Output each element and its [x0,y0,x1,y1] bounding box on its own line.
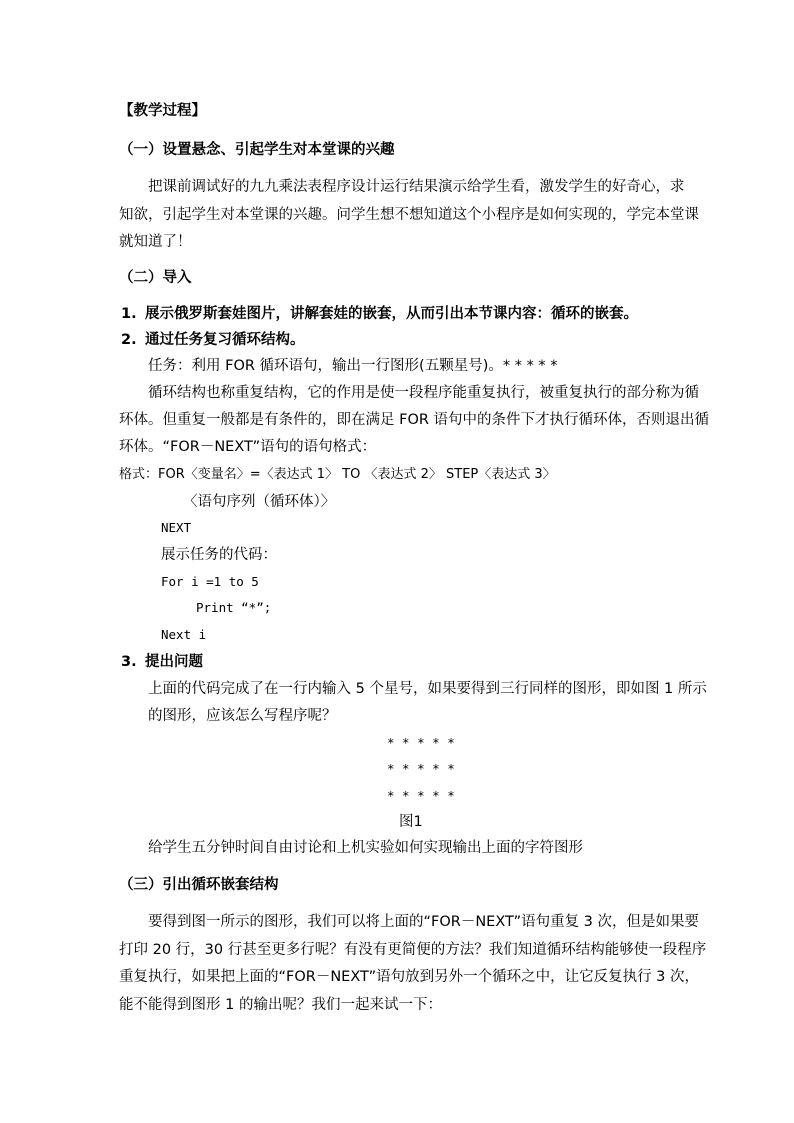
list-item-number: 3. [121,654,137,670]
section1-para-line3: 就知道了！ [119,234,192,250]
section3-para-line2: 打印 20 行，30 行甚至更多行呢？有没有更简便的方法？我们知道循环结构能够使一段程序 [119,942,707,958]
list-item-number: 2. [121,332,137,348]
figure-row-3: * * * * * [387,788,455,803]
show-code-label: 展示任务的代码： [161,547,277,563]
code-line-3: Next i [161,627,207,642]
code-line-2: Print “*”; [196,600,272,615]
code-line-1: For i =1 to 5 [161,574,259,589]
list-item-3 [121,652,203,672]
section2-heading: （二）导入 [119,270,192,286]
loop-para-line3: 环体。“FOR－NEXT”语句的语句格式： [119,439,377,455]
format-body: 〈语句序列（循环体）〉 [183,494,336,510]
discuss-line: 给学生五分钟时间自由讨论和上机实验如何实现输出上面的字符图形 [148,840,583,856]
figure-row-2: * * * * * [387,761,455,776]
list-item-text: 提出问题 [145,654,203,670]
task-line: 任务：利用 FOR 循环语句，输出一行图形(五颗星号)。* * * * * [148,358,558,374]
section3-para-line4: 能不能得到图形 1 的输出呢？我们一起来试一下： [119,997,442,1013]
loop-para-line2: 环体。但重复一般都是有条件的，即在满足 FOR 语句中的条件下才执行循环体，否则退出循 [119,412,710,428]
list-item-2 [121,330,305,350]
section1-para-line1: 把课前调试好的九九乘法表程序设计运行结果演示给学生看，激发学生的好奇心，求 [148,179,685,195]
format-next: NEXT [161,520,192,535]
figure-caption: 图1 [399,814,423,830]
list-item-number: 1. [121,306,137,322]
question-line2: 的图形，应该怎么写程序呢？ [148,708,337,724]
section3-heading: （三）引出循环嵌套结构 [119,877,279,893]
list-item-text: 通过任务复习循环结构。 [145,332,305,348]
format-line: 格式：FOR〈变量名〉=〈表达式 1〉 TO 〈表达式 2〉 STEP〈表达式 3〉 [119,467,556,482]
page-title: 【教学过程】 [119,103,206,119]
section3-para-line1: 要得到图一所示的图形，我们可以将上面的“FOR－NEXT”语句重复 3 次，但是如果要 [148,914,700,930]
list-item-text: 展示俄罗斯套娃图片，讲解套娃的嵌套，从而引出本节课内容：循环的嵌套。 [145,306,638,322]
list-item-1 [121,304,638,324]
loop-para-line1: 循环结构也称重复结构，它的作用是使一段程序能重复执行，被重复执行的部分称为循 [148,385,699,401]
figure-row-1: * * * * * [387,735,455,750]
section1-heading: （一）设置悬念、引起学生对本堂课的兴趣 [119,142,395,158]
section3-para-line3: 重复执行，如果把上面的“FOR－NEXT”语句放到另外一个循环之中，让它反复执行 3 次， [119,969,700,985]
section1-para-line2: 知欲，引起学生对本堂课的兴趣。问学生想不想知道这个小程序是如何实现的，学完本堂课 [119,207,699,223]
question-line1: 上面的代码完成了在一行内输入 5 个星号，如果要得到三行同样的图形，即如图 1 所示 [148,681,707,697]
